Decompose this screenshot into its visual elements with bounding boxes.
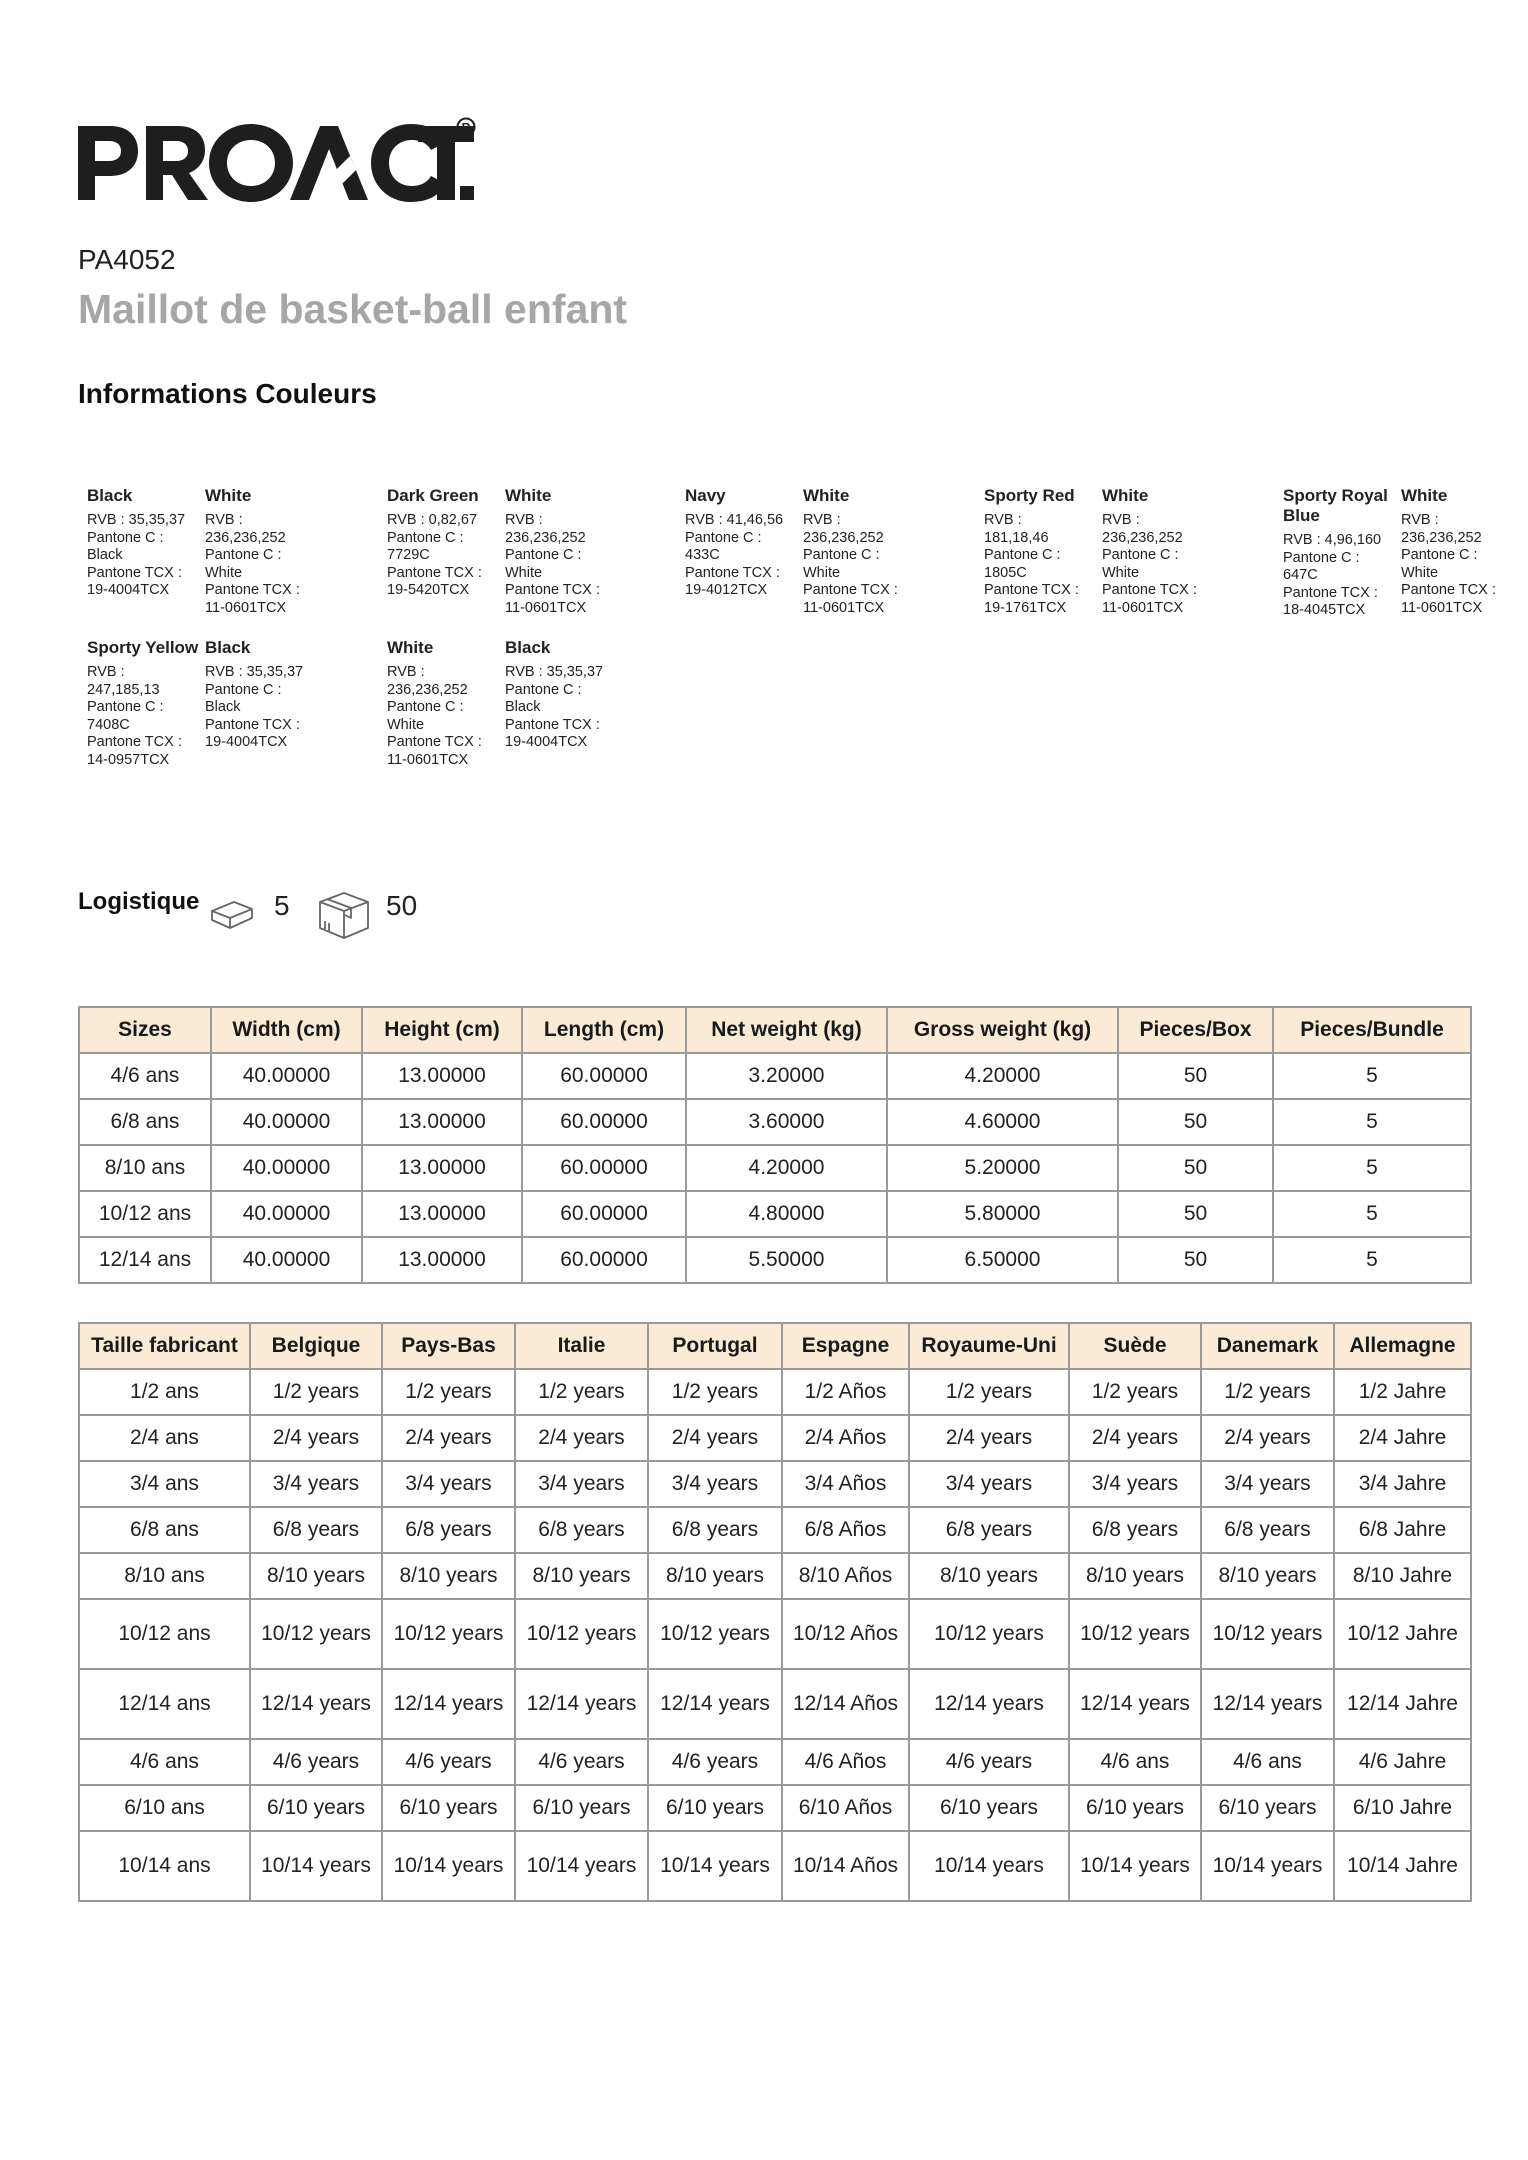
table-cell: 1/2 years: [382, 1369, 515, 1415]
color-spec-line: White: [1401, 564, 1439, 581]
color-spec-line: Pantone TCX :: [1401, 582, 1496, 599]
table-cell: 5: [1273, 1237, 1471, 1283]
color-spec-line: Black: [87, 547, 123, 564]
table-cell: 50: [1118, 1145, 1273, 1191]
table-cell: 10/12 years: [1201, 1599, 1334, 1669]
color-name: Black: [505, 638, 551, 657]
color-spec-line: Pantone C :: [387, 529, 464, 546]
table-cell: 8/10 ans: [79, 1553, 250, 1599]
table-cell: 10/14 years: [250, 1831, 382, 1901]
table-cell: 6/8 years: [1069, 1507, 1201, 1553]
table-cell: 12/14 ans: [79, 1237, 211, 1283]
color-spec-line: Pantone TCX :: [803, 582, 898, 599]
box-quantity: 50: [386, 890, 418, 921]
column-header: Taille fabricant: [79, 1323, 250, 1369]
column-header: Net weight (kg): [686, 1007, 887, 1053]
color-spec-line: Pantone TCX :: [87, 734, 182, 751]
table-cell: 50: [1118, 1099, 1273, 1145]
table-cell: 4/6 years: [515, 1739, 648, 1785]
table-row: [79, 1599, 1471, 1669]
column-header: Belgique: [250, 1323, 382, 1369]
table-cell: 5: [1273, 1053, 1471, 1099]
svg-text:R: R: [461, 120, 471, 135]
table-cell: 2/4 ans: [79, 1415, 250, 1461]
color-spec-line: Pantone TCX :: [1102, 582, 1197, 599]
color-spec-line: 181,18,46: [984, 529, 1049, 546]
color-spec-line: RVB :: [803, 512, 841, 528]
table-row: [79, 1369, 1471, 1415]
column-header: Length (cm): [522, 1007, 686, 1053]
table-cell: 6/10 years: [648, 1785, 782, 1831]
column-header: Pieces/Bundle: [1273, 1007, 1471, 1053]
table-cell: 2/4 Jahre: [1334, 1415, 1471, 1461]
table-cell: 3/4 Años: [782, 1461, 909, 1507]
color-spec-line: RVB :: [387, 664, 425, 680]
table-cell: 8/10 Años: [782, 1553, 909, 1599]
color-spec-line: 11-0601TCX: [803, 599, 885, 616]
color-spec-line: RVB :: [1102, 512, 1140, 528]
color-spec-line: Black: [505, 699, 541, 716]
table-cell: 1/2 years: [1201, 1369, 1334, 1415]
table-cell: 6/10 Años: [782, 1785, 909, 1831]
table-cell: 6/8 ans: [79, 1507, 250, 1553]
table-cell: 4/6 years: [250, 1739, 382, 1785]
bundle-quantity: 5: [274, 890, 290, 921]
table-cell: 5.20000: [887, 1145, 1118, 1191]
table-cell: 10/14 years: [648, 1831, 782, 1901]
table-cell: 10/14 years: [515, 1831, 648, 1901]
color-info-block: [1401, 486, 1513, 618]
table-cell: 4.20000: [686, 1145, 887, 1191]
color-spec-line: 18-4045TCX: [1283, 602, 1366, 619]
column-header: Pieces/Box: [1118, 1007, 1273, 1053]
color-spec-line: Pantone TCX :: [205, 582, 300, 599]
color-spec-line: 7729C: [387, 547, 430, 564]
table-cell: 8/10 years: [909, 1553, 1069, 1599]
table-cell: 2/4 years: [1201, 1415, 1334, 1461]
color-name: White: [803, 486, 850, 505]
table-cell: 6/8 years: [648, 1507, 782, 1553]
color-spec-line: White: [387, 716, 425, 733]
table-cell: 50: [1118, 1237, 1273, 1283]
color-name: Sporty Royal Blue: [1283, 486, 1388, 525]
column-header: Allemagne: [1334, 1323, 1471, 1369]
color-swatch: [320, 484, 374, 538]
color-info-block: [87, 638, 199, 770]
proact-logo: [76, 116, 476, 208]
table-cell: 4.80000: [686, 1191, 887, 1237]
color-info-block: [205, 486, 317, 618]
color-name: Black: [205, 638, 251, 657]
table-cell: 12/14 years: [648, 1669, 782, 1739]
table-cell: 6/8 years: [1201, 1507, 1334, 1553]
color-spec-line: 236,236,252: [1401, 529, 1482, 546]
table-cell: 4/6 years: [648, 1739, 782, 1785]
table-cell: 60.00000: [522, 1053, 686, 1099]
table-cell: 8/10 years: [515, 1553, 648, 1599]
table-cell: 4/6 Años: [782, 1739, 909, 1785]
color-spec-line: 247,185,13: [87, 681, 160, 698]
table-row: [79, 1145, 1471, 1191]
table-cell: 8/10 years: [382, 1553, 515, 1599]
color-spec-line: 433C: [685, 547, 720, 564]
colors-section-title: Informations Couleurs: [78, 378, 377, 409]
table-cell: 40.00000: [211, 1053, 362, 1099]
color-spec-line: Pantone C :: [803, 547, 880, 564]
color-spec-line: 647C: [1283, 567, 1318, 584]
color-spec-line: 236,236,252: [387, 681, 468, 698]
table-cell: 4/6 ans: [1069, 1739, 1201, 1785]
table-cell: 13.00000: [362, 1191, 522, 1237]
color-spec-line: Pantone C :: [1102, 547, 1179, 564]
color-spec-line: 11-0601TCX: [505, 599, 587, 616]
color-spec-line: Pantone C :: [505, 681, 582, 698]
color-spec-line: White: [803, 564, 841, 581]
color-spec-line: Pantone TCX :: [1283, 584, 1378, 601]
table-cell: 5: [1273, 1191, 1471, 1237]
table-cell: 2/4 years: [648, 1415, 782, 1461]
color-spec-line: 11-0601TCX: [205, 599, 287, 616]
color-name: Sporty Red: [984, 486, 1075, 505]
color-swatch: [917, 484, 971, 538]
color-swatch: [20, 484, 74, 538]
table-cell: 5.80000: [887, 1191, 1118, 1237]
table-cell: 10/12 years: [648, 1599, 782, 1669]
table-cell: 8/10 years: [1069, 1553, 1201, 1599]
color-name: Navy: [685, 486, 726, 505]
color-spec-line: Pantone TCX :: [984, 582, 1079, 599]
column-header: Royaume-Uni: [909, 1323, 1069, 1369]
color-spec-line: White: [1102, 564, 1140, 581]
table-cell: 13.00000: [362, 1099, 522, 1145]
color-spec-line: Pantone TCX :: [387, 564, 482, 581]
table-row: [79, 1739, 1471, 1785]
color-spec-line: RVB :: [205, 512, 243, 528]
table-cell: 8/10 Jahre: [1334, 1553, 1471, 1599]
table-cell: 1/2 years: [515, 1369, 648, 1415]
table-cell: 60.00000: [522, 1191, 686, 1237]
table-cell: 3/4 years: [382, 1461, 515, 1507]
table-cell: 3.60000: [686, 1099, 887, 1145]
column-header: Height (cm): [362, 1007, 522, 1053]
table-cell: 6/10 years: [382, 1785, 515, 1831]
color-info-block: [505, 486, 617, 618]
color-info-block: [1283, 486, 1395, 620]
color-spec-line: Pantone C :: [87, 529, 164, 546]
color-spec-line: Pantone C :: [1401, 547, 1478, 564]
table-cell: 50: [1118, 1053, 1273, 1099]
table-cell: 12/14 Años: [782, 1669, 909, 1739]
color-spec-line: RVB :: [984, 512, 1022, 528]
color-spec-line: 11-0601TCX: [1102, 599, 1184, 616]
table-cell: 5: [1273, 1099, 1471, 1145]
color-spec-line: RVB :: [87, 664, 125, 680]
color-spec-line: RVB : 35,35,37: [87, 512, 186, 528]
table-cell: 40.00000: [211, 1145, 362, 1191]
table-cell: 5.50000: [686, 1237, 887, 1283]
table-cell: 1/2 ans: [79, 1369, 250, 1415]
table-cell: 3/4 years: [1069, 1461, 1201, 1507]
table-cell: 12/14 years: [250, 1669, 382, 1739]
table-cell: 10/14 Años: [782, 1831, 909, 1901]
color-name: Black: [87, 486, 133, 505]
table-cell: 13.00000: [362, 1237, 522, 1283]
table-cell: 60.00000: [522, 1145, 686, 1191]
color-spec-line: Black: [205, 699, 241, 716]
table-cell: 3/4 years: [250, 1461, 382, 1507]
table-cell: 3.20000: [686, 1053, 887, 1099]
table-cell: 6.50000: [887, 1237, 1118, 1283]
color-spec-line: RVB : 41,46,56: [685, 512, 784, 528]
color-spec-line: RVB : 35,35,37: [505, 664, 604, 680]
table-cell: 8/10 ans: [79, 1145, 211, 1191]
table-row: [79, 1461, 1471, 1507]
table-cell: 12/14 Jahre: [1334, 1669, 1471, 1739]
table-cell: 1/2 years: [1069, 1369, 1201, 1415]
color-swatch: [618, 484, 672, 538]
color-spec-line: Pantone C :: [984, 547, 1061, 564]
table-row: [79, 1831, 1471, 1901]
color-info-block: [387, 638, 499, 770]
table-row: [79, 1785, 1471, 1831]
color-swatch: [20, 636, 74, 690]
table-cell: 10/12 years: [382, 1599, 515, 1669]
color-spec-line: 11-0601TCX: [1401, 599, 1483, 616]
table-cell: 4/6 Jahre: [1334, 1739, 1471, 1785]
color-name: White: [1102, 486, 1149, 505]
table-cell: 12/14 years: [1069, 1669, 1201, 1739]
color-spec-line: 236,236,252: [205, 529, 286, 546]
color-spec-line: Pantone TCX :: [685, 564, 780, 581]
table-cell: 10/12 years: [1069, 1599, 1201, 1669]
table-row: [79, 1669, 1471, 1739]
table-cell: 6/8 years: [515, 1507, 648, 1553]
table-cell: 3/4 Jahre: [1334, 1461, 1471, 1507]
table-cell: 6/10 years: [515, 1785, 648, 1831]
table-cell: 13.00000: [362, 1145, 522, 1191]
table-cell: 10/12 years: [909, 1599, 1069, 1669]
table-cell: 10/14 years: [1069, 1831, 1201, 1901]
color-spec-line: Pantone C :: [87, 699, 164, 716]
color-spec-line: 19-4004TCX: [87, 582, 170, 599]
table-cell: 10/14 years: [382, 1831, 515, 1901]
table-cell: 12/14 years: [515, 1669, 648, 1739]
color-name: Dark Green: [387, 486, 479, 505]
table-cell: 10/12 Jahre: [1334, 1599, 1471, 1669]
table-cell: 1/2 Jahre: [1334, 1369, 1471, 1415]
table-cell: 4.20000: [887, 1053, 1118, 1099]
table-cell: 1/2 years: [250, 1369, 382, 1415]
table-cell: 2/4 years: [909, 1415, 1069, 1461]
table-row: [79, 1553, 1471, 1599]
table-row: [79, 1053, 1471, 1099]
table-cell: 8/10 years: [1201, 1553, 1334, 1599]
table-cell: 6/8 years: [909, 1507, 1069, 1553]
size-conversion-table: [78, 1322, 1472, 1902]
table-cell: 6/10 years: [1201, 1785, 1334, 1831]
color-spec-line: Pantone C :: [685, 529, 762, 546]
table-cell: 2/4 years: [515, 1415, 648, 1461]
table-cell: 12/14 years: [382, 1669, 515, 1739]
packaging-table: [78, 1006, 1472, 1284]
color-info-block: [984, 486, 1096, 618]
product-title: Maillot de basket-ball enfant: [78, 286, 628, 332]
column-header: Danemark: [1201, 1323, 1334, 1369]
table-cell: 8/10 years: [648, 1553, 782, 1599]
table-cell: 40.00000: [211, 1237, 362, 1283]
table-cell: 5: [1273, 1145, 1471, 1191]
table-cell: 3/4 ans: [79, 1461, 250, 1507]
color-spec-line: RVB :: [1401, 512, 1439, 528]
color-spec-line: 11-0601TCX: [387, 751, 469, 768]
table-cell: 4/6 years: [382, 1739, 515, 1785]
color-spec-line: 1805C: [984, 564, 1027, 581]
table-cell: 3/4 years: [648, 1461, 782, 1507]
color-spec-line: Pantone C :: [205, 547, 282, 564]
table-cell: 6/8 Jahre: [1334, 1507, 1471, 1553]
table-cell: 10/12 ans: [79, 1191, 211, 1237]
color-swatch: [320, 636, 374, 690]
table-cell: 1/2 years: [648, 1369, 782, 1415]
table-cell: 50: [1118, 1191, 1273, 1237]
table-cell: 10/12 ans: [79, 1599, 250, 1669]
color-info-block: [685, 486, 797, 600]
color-name: White: [505, 486, 552, 505]
table-cell: 1/2 Años: [782, 1369, 909, 1415]
table-cell: 10/14 years: [1201, 1831, 1334, 1901]
table-cell: 4/6 ans: [1201, 1739, 1334, 1785]
color-spec-line: 19-4004TCX: [205, 734, 288, 751]
color-info-block: [803, 486, 915, 618]
table-cell: 60.00000: [522, 1099, 686, 1145]
table-cell: 3/4 years: [1201, 1461, 1334, 1507]
table-cell: 2/4 years: [1069, 1415, 1201, 1461]
color-spec-line: Pantone TCX :: [87, 564, 182, 581]
color-info-block: [387, 486, 499, 600]
table-row: [79, 1507, 1471, 1553]
product-reference: PA4052: [78, 244, 176, 275]
table-row: [79, 1237, 1471, 1283]
table-cell: 40.00000: [211, 1099, 362, 1145]
color-spec-line: Pantone C :: [205, 681, 282, 698]
table-cell: 6/10 years: [909, 1785, 1069, 1831]
color-spec-line: Pantone C :: [505, 547, 582, 564]
table-row: [79, 1415, 1471, 1461]
table-cell: 6/10 ans: [79, 1785, 250, 1831]
color-name: White: [1401, 486, 1448, 505]
table-cell: 6/10 years: [250, 1785, 382, 1831]
column-header: Portugal: [648, 1323, 782, 1369]
table-cell: 10/14 ans: [79, 1831, 250, 1901]
color-spec-line: White: [205, 564, 243, 581]
table-cell: 12/14 years: [1201, 1669, 1334, 1739]
color-spec-line: Pantone C :: [387, 699, 464, 716]
table-cell: 10/14 years: [909, 1831, 1069, 1901]
table-cell: 2/4 Años: [782, 1415, 909, 1461]
color-spec-line: 19-1761TCX: [984, 599, 1067, 616]
table-cell: 10/12 years: [250, 1599, 382, 1669]
column-header: Pays-Bas: [382, 1323, 515, 1369]
table-cell: 2/4 years: [382, 1415, 515, 1461]
color-spec-line: 19-5420TCX: [387, 582, 470, 599]
color-spec-line: 236,236,252: [505, 529, 586, 546]
color-name: White: [387, 638, 434, 657]
color-info-block: [205, 638, 317, 752]
table-cell: 10/12 Años: [782, 1599, 909, 1669]
column-header: Sizes: [79, 1007, 211, 1053]
bundle-icon: [208, 894, 256, 934]
table-cell: 3/4 years: [515, 1461, 648, 1507]
table-cell: 10/12 years: [515, 1599, 648, 1669]
color-spec-line: Pantone C :: [1283, 549, 1360, 566]
color-spec-line: White: [505, 564, 543, 581]
color-spec-line: 14-0957TCX: [87, 751, 170, 768]
column-header: Width (cm): [211, 1007, 362, 1053]
color-swatch: [1216, 484, 1270, 538]
table-cell: 8/10 years: [250, 1553, 382, 1599]
table-cell: 6/8 Años: [782, 1507, 909, 1553]
table-cell: 3/4 years: [909, 1461, 1069, 1507]
table-cell: 4/6 ans: [79, 1053, 211, 1099]
column-header: Espagne: [782, 1323, 909, 1369]
table-cell: 40.00000: [211, 1191, 362, 1237]
color-spec-line: RVB : 0,82,67: [387, 512, 478, 528]
color-spec-line: Pantone TCX :: [505, 582, 600, 599]
color-info-block: [505, 638, 617, 752]
color-spec-line: Pantone TCX :: [505, 716, 600, 733]
table-cell: 4/6 years: [909, 1739, 1069, 1785]
table-row: [79, 1191, 1471, 1237]
table-cell: 2/4 years: [250, 1415, 382, 1461]
table-cell: 6/8 years: [250, 1507, 382, 1553]
table-cell: 4.60000: [887, 1099, 1118, 1145]
color-info-block: [1102, 486, 1214, 618]
color-spec-line: RVB : 35,35,37: [205, 664, 304, 680]
color-spec-line: Pantone TCX :: [205, 716, 300, 733]
table-cell: 13.00000: [362, 1053, 522, 1099]
color-name: Sporty Yellow: [87, 638, 199, 657]
color-spec-line: RVB :: [505, 512, 543, 528]
color-spec-line: 19-4004TCX: [505, 734, 588, 751]
color-spec-line: RVB : 4,96,160: [1283, 532, 1382, 548]
color-spec-line: 19-4012TCX: [685, 582, 768, 599]
color-name: White: [205, 486, 252, 505]
color-info-block: [87, 486, 199, 600]
logistics-label: Logistique: [78, 888, 200, 915]
table-cell: 10/14 Jahre: [1334, 1831, 1471, 1901]
box-icon: [316, 888, 372, 942]
column-header: Italie: [515, 1323, 648, 1369]
table-cell: 6/8 ans: [79, 1099, 211, 1145]
table-cell: 12/14 ans: [79, 1669, 250, 1739]
table-cell: 6/10 years: [1069, 1785, 1201, 1831]
table-row: [79, 1099, 1471, 1145]
table-cell: 4/6 ans: [79, 1739, 250, 1785]
column-header: Gross weight (kg): [887, 1007, 1118, 1053]
table-cell: 6/8 years: [382, 1507, 515, 1553]
column-header: Suède: [1069, 1323, 1201, 1369]
color-spec-line: 236,236,252: [1102, 529, 1183, 546]
table-cell: 6/10 Jahre: [1334, 1785, 1471, 1831]
color-spec-line: Pantone TCX :: [387, 734, 482, 751]
table-cell: 60.00000: [522, 1237, 686, 1283]
table-cell: 1/2 years: [909, 1369, 1069, 1415]
color-spec-line: 236,236,252: [803, 529, 884, 546]
table-cell: 12/14 years: [909, 1669, 1069, 1739]
color-spec-line: 7408C: [87, 716, 130, 733]
